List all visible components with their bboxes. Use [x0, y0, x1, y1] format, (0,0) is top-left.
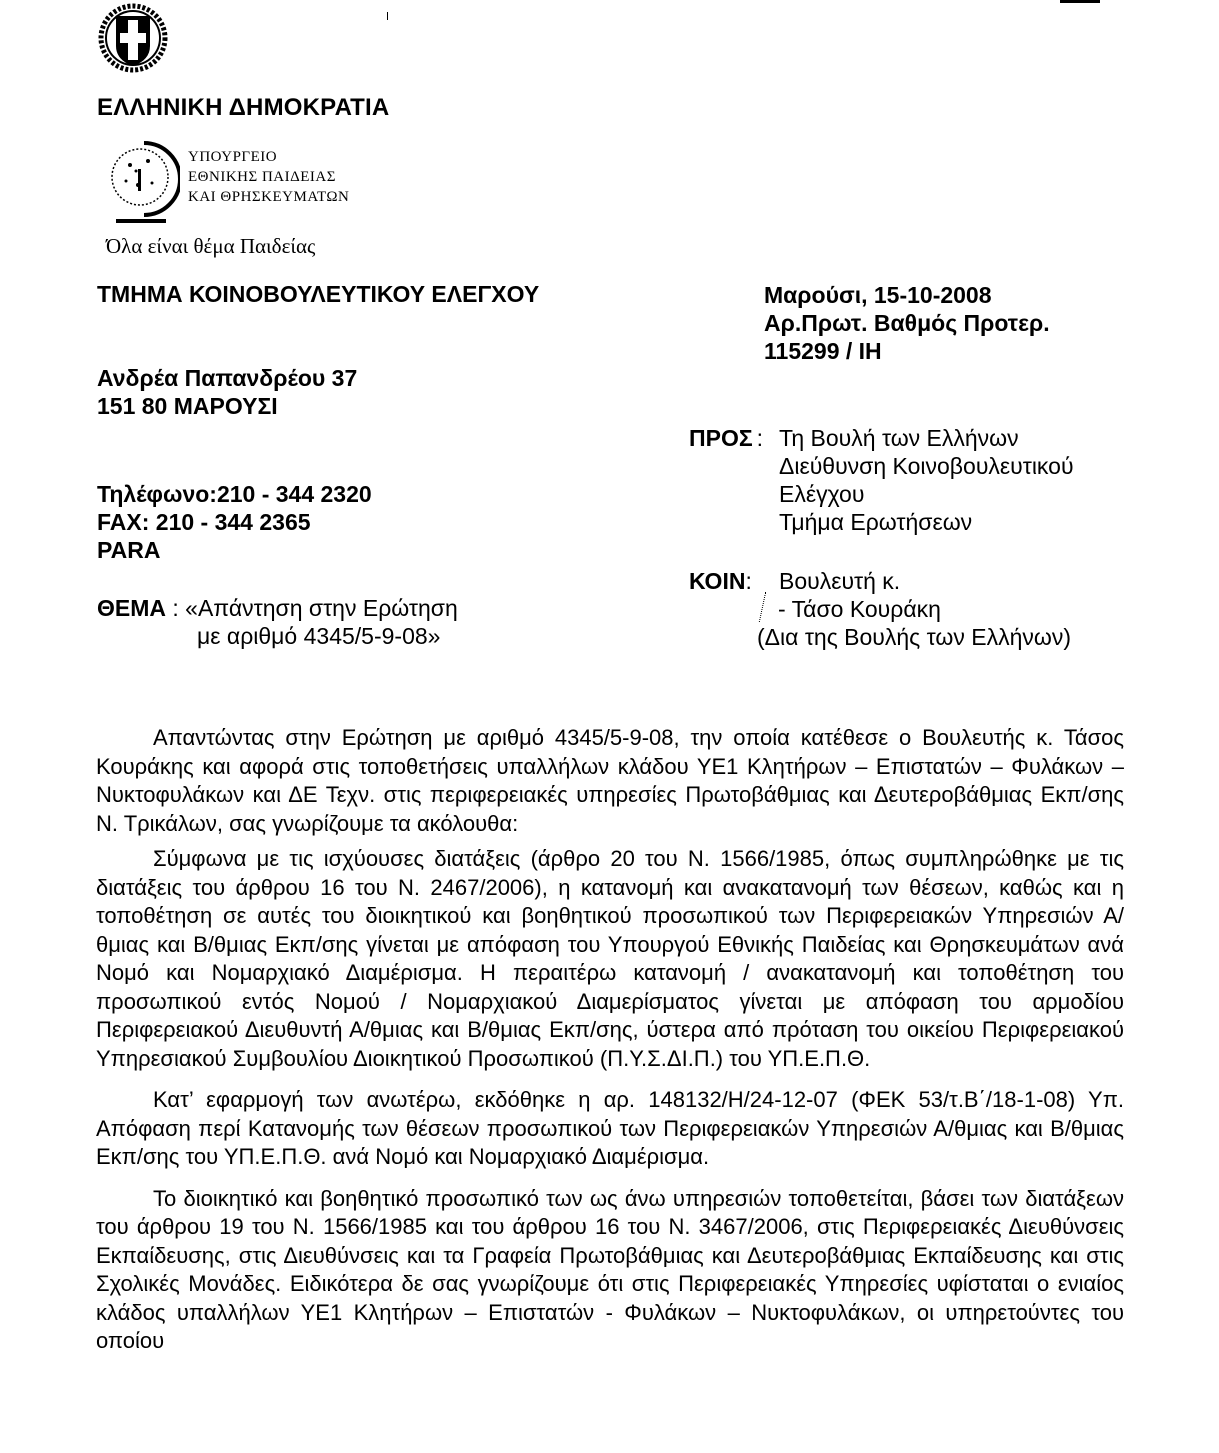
country-heading: ΕΛΛΗΝΙΚΗ ΔΗΜΟΚΡΑΤΙΑ	[97, 94, 390, 121]
body-paragraph: Κατ’ εφαρμογή των ανωτέρω, εκδόθηκε η αρ. 148132/Η/24-12-07 (ΦΕΚ 53/τ.Β΄/18-1-08) Υπ. Απόφαση περί Κατανομής των θέσεων προσωπικού των Περιφερειακών Υπηρεσιών Α/θμιας και Β/θμιας Εκπ/σης του ΥΠ.Ε.Π.Θ. ανά Νομό και Νομαρχιακό Διαμέρισμα.	[96, 1087, 1124, 1169]
subject-line-1: «Απάντηση στην Ερώτηση	[185, 595, 458, 621]
protocol-number: 115299 / ΙΗ	[764, 338, 882, 364]
recipient-line: Τμήμα Ερωτήσεων	[779, 509, 973, 535]
cc-separator: :	[745, 568, 752, 594]
subject-label: ΘΕΜΑ	[97, 595, 166, 621]
ministry-name	[188, 147, 349, 207]
address-line-2: 151 80 ΜΑΡΟΥΣΙ	[97, 393, 278, 419]
phone-number: Τηλέφωνο:210 - 344 2320	[97, 481, 372, 507]
cc-line: (Δια της Βουλής των Ελλήνων)	[757, 624, 1072, 650]
protocol-label: Αρ.Πρωτ. Βαθμός Προτερ.	[764, 310, 1050, 336]
cc-line: Βουλευτή κ.	[779, 568, 901, 594]
subject-separator: :	[172, 595, 179, 621]
place-date: Μαρούσι, 15-10-2008	[764, 282, 992, 308]
ministry-line: ΥΠΟΥΡΓΕΙΟ	[188, 149, 278, 165]
ministry-line: ΕΘΝΙΚΗΣ ΠΑΙΔΕΙΑΣ	[188, 169, 336, 185]
recipient-separator: :	[756, 425, 764, 451]
body-paragraph: Απαντώντας στην Ερώτηση με αριθμό 4345/5-9-08, την οποία κατέθεσε ο Βουλευτής κ. Τάσος Κουράκης και αφορά στις τοποθετήσεις υπαλλήλων κλάδου ΥΕ1 Κλητήρων – Επιστατών – Φυλάκων – Νυκτοφυλάκων και ΔΕ Τεχν. στις περιφερειακές υπηρεσίες Πρωτοβάθμιας και Δευτεροβάθμιας Εκπ/σης Ν. Τρικάλων, σας γνωρίζουμε τα ακόλουθα:	[96, 725, 1124, 836]
recipient-lines	[779, 424, 1074, 536]
department-name: ΤΜΗΜΑ ΚΟΙΝΟΒΟΥΛΕΥΤΙΚΟΥ ΕΛΕΓΧΟΥ	[97, 281, 540, 307]
cc-label: ΚΟΙΝ	[689, 568, 746, 594]
ministry-line: ΚΑΙ ΘΡΗΣΚΕΥΜΑΤΩΝ	[188, 189, 350, 205]
cc-block	[689, 567, 752, 595]
address-line-1: Ανδρέα Παπανδρέου 37	[97, 365, 358, 391]
ministry-motto: Όλα είναι θέμα Παιδείας	[106, 234, 316, 258]
subject-line-2: με αριθμό 4345/5-9-08»	[197, 623, 441, 649]
greek-coat-of-arms-icon	[98, 2, 168, 76]
ministry-globe-logo-icon	[108, 135, 180, 225]
recipient-label: ΠΡΟΣ	[689, 425, 753, 451]
scan-speck	[1060, 0, 1100, 3]
recipient-line: Ελέγχου	[779, 481, 865, 507]
recipient-line: Τη Βουλή των Ελλήνων	[779, 425, 1019, 451]
recipient-line: Διεύθυνση Κοινοβουλευτικού	[779, 453, 1074, 479]
letter-body	[96, 724, 1124, 1356]
recipient-block	[689, 424, 769, 452]
fax-number: FAX: 210 - 344 2365	[97, 509, 311, 535]
body-paragraph: Το διοικητικό και βοηθητικό προσωπικό των ως άνω υπηρεσιών τοποθετείται, βάσει των διατάξεων του άρθρου 19 του Ν. 1566/1985 και του άρθρου 16 του Ν. 3467/2006, στις Περιφερειακές Διευθύνσεις Εκπαίδευσης, στις Διευθύνσεις και τα Γραφεία Πρωτοβάθμιας και Δευτεροβάθμιας Εκπαίδευσης και στις Σχολικές Μονάδες. Ειδικότερα δε σας γνωρίζουμε ότι στις Περιφερειακές Υπηρεσίες υφίσταται ο ενιαίος κλάδος υπαλλήλων ΥΕ1 Κλητήρων – Επιστατών - Φυλάκων – Νυκτοφυλάκων, οι υπηρετούντες του οποίου	[96, 1185, 1124, 1353]
para-label: PARA	[97, 537, 161, 563]
handwritten-mark	[759, 592, 767, 622]
subject-block	[97, 594, 458, 650]
cc-line: - Τάσο Κουράκη	[778, 596, 941, 622]
body-paragraph: Σύμφωνα με τις ισχύουσες διατάξεις (άρθρο 20 του Ν. 1566/1985, όπως συμπληρώθηκε με τις διατάξεις του άρθρου 16 του Ν. 2467/2006), η κατανομή και ανακατανομή των θέσεων, καθώς και η τοποθέτηση σε αυτές του διοικητικού και βοηθητικού προσωπικού των Περιφερειακών Υπηρεσιών Α/θμιας και Β/θμιας Εκπ/σης γίνεται με απόφαση του Υπουργού Εθνικής Παιδείας και Θρησκευμάτων ανά Νομό και Νομαρχιακό Διαμέρισμα. Η περαιτέρω κατανομή / ανακατανομή και τοποθέτηση του προσωπικού εντός Νομού / Νομαρχιακού Διαμερίσματος γίνεται με απόφαση του αρμοδίου Περιφερειακού Διευθυντή Α/θμιας και Β/θμιας Εκπ/σης, ύστερα από πρόταση του οικείου Περιφερειακού Υπηρεσιακού Συμβουλίου Διοικητικού Προσωπικού (Π.Υ.Σ.ΔΙ.Π.) του ΥΠ.Ε.Π.Θ.	[96, 846, 1124, 1071]
scan-speck	[387, 12, 388, 20]
